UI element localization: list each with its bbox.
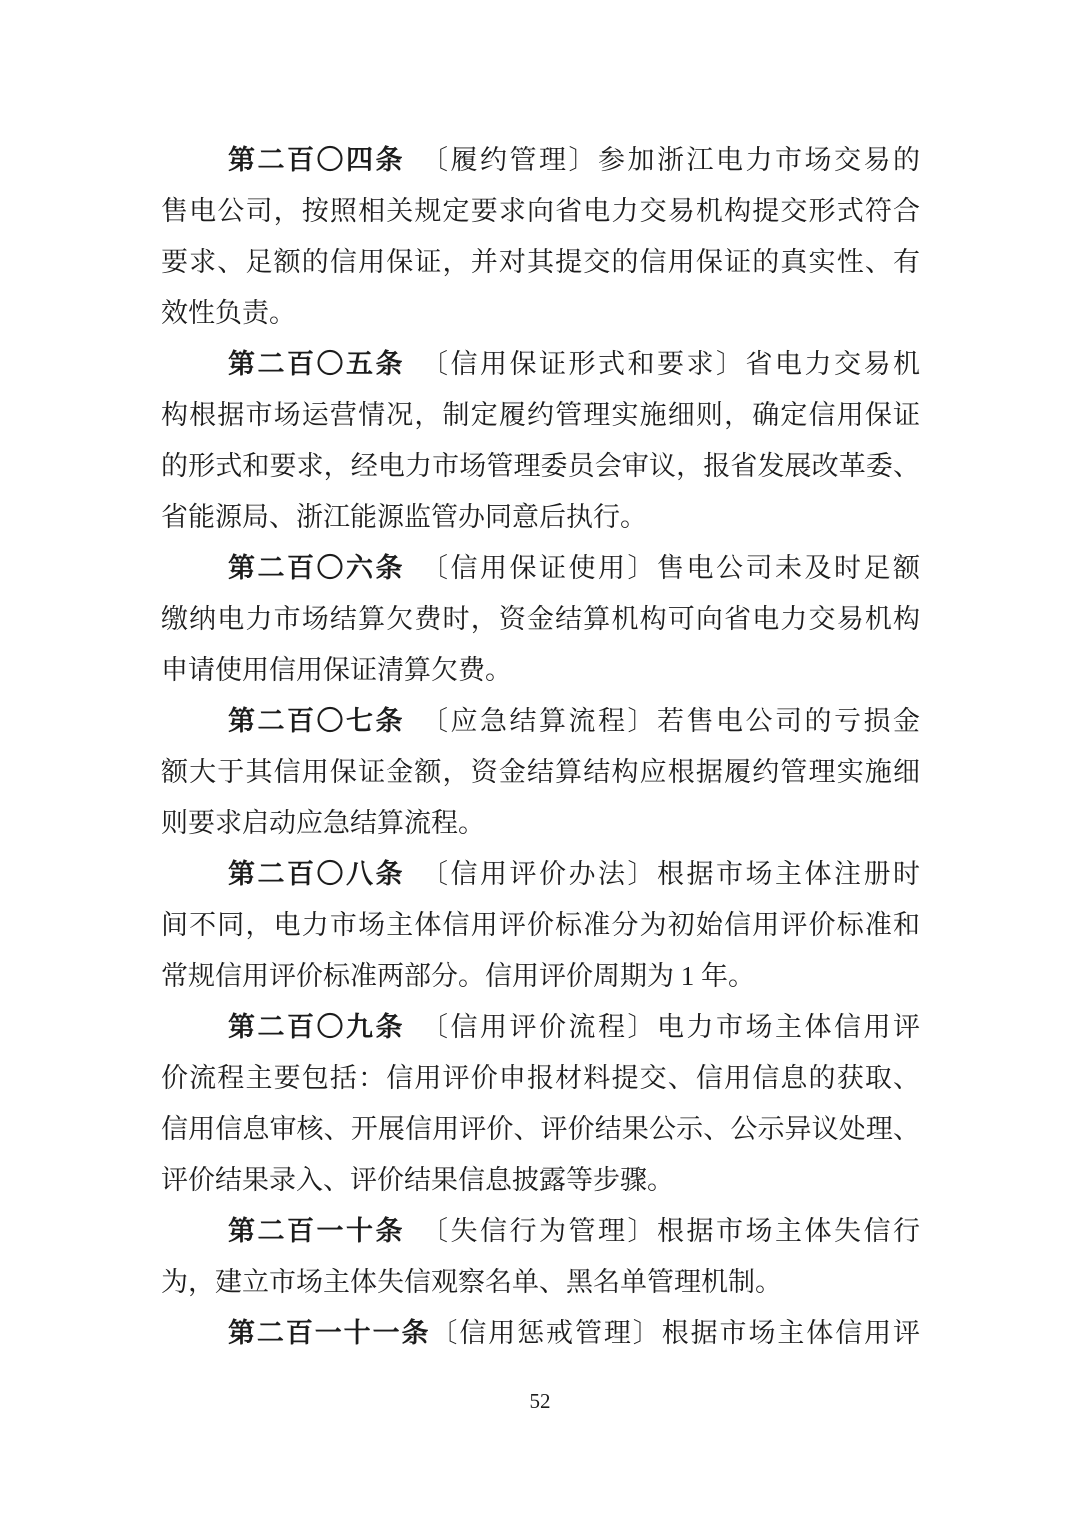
text-line: 额大于其信用保证金额，资金结算结构应根据履约管理实施细: [161, 757, 920, 787]
article-207: [161, 696, 920, 849]
separator: [405, 553, 435, 583]
article-number: 第二百一十条: [228, 1216, 405, 1246]
text-line: [161, 696, 920, 747]
line-text: 〔信用评价办法〕根据市场主体注册时: [434, 859, 920, 889]
text-line: 缴纳电力市场结算欠费时，资金结算机构可向省电力交易机构: [161, 604, 920, 634]
line-text: 〔履约管理〕参加浙江电力市场交易的: [434, 145, 920, 175]
text-line: 常规信用评价标准两部分。信用评价周期为 1 年。: [161, 961, 755, 991]
line-text: 〔信用惩戒管理〕根据市场主体信用评: [430, 1318, 920, 1348]
text-line: 则要求启动应急结算流程。: [161, 808, 485, 838]
text-line: 价流程主要包括：信用评价申报材料提交、信用信息的获取、: [161, 1063, 920, 1093]
text-line: [161, 1308, 920, 1359]
separator: [405, 1012, 435, 1042]
line-text: 〔信用保证形式和要求〕省电力交易机: [434, 349, 920, 379]
text-line: 效性负责。: [161, 298, 296, 328]
page-number: 52: [529, 1389, 551, 1413]
article-209: [161, 1002, 920, 1206]
text-line: 省能源局、浙江能源监管办同意后执行。: [161, 502, 647, 532]
article-number: 第二百〇七条: [228, 706, 405, 736]
article-204: [161, 135, 920, 339]
article-number: 第二百〇六条: [228, 553, 405, 583]
text-line: 评价结果录入、评价结果信息披露等步骤。: [161, 1165, 674, 1195]
text-line: 售电公司，按照相关规定要求向省电力交易机构提交形式符合: [161, 196, 920, 226]
text-line: [161, 339, 920, 390]
line-text: 〔信用评价流程〕电力市场主体信用评: [434, 1012, 920, 1042]
article-206: [161, 543, 920, 696]
separator: [405, 349, 435, 379]
document-page-body: [161, 135, 920, 1359]
text-line: [161, 1206, 920, 1257]
text-line: [161, 1002, 920, 1053]
article-210: [161, 1206, 920, 1308]
separator: [405, 1216, 435, 1246]
article-number: 第二百〇九条: [228, 1012, 405, 1042]
text-line: 申请使用信用保证清算欠费。: [161, 655, 512, 685]
separator: [405, 859, 435, 889]
separator: [405, 145, 435, 175]
article-number: 第二百一十一条: [228, 1318, 431, 1348]
text-line: [161, 135, 920, 186]
text-line: [161, 849, 920, 900]
article-205: [161, 339, 920, 543]
article-number: 第二百〇四条: [228, 145, 405, 175]
text-line: 的形式和要求，经电力市场管理委员会审议，报省发展改革委、: [161, 451, 920, 481]
article-208: [161, 849, 920, 1002]
line-text: 〔应急结算流程〕若售电公司的亏损金: [434, 706, 920, 736]
separator: [405, 706, 435, 736]
text-line: 信用信息审核、开展信用评价、评价结果公示、公示异议处理、: [161, 1114, 920, 1144]
line-text: 〔失信行为管理〕根据市场主体失信行: [434, 1216, 920, 1246]
article-number: 第二百〇八条: [228, 859, 405, 889]
text-line: 为，建立市场主体失信观察名单、黑名单管理机制。: [161, 1267, 782, 1297]
text-line: 要求、足额的信用保证，并对其提交的信用保证的真实性、有: [161, 247, 920, 277]
text-line: 间不同，电力市场主体信用评价标准分为初始信用评价标准和: [161, 910, 920, 940]
text-line: 构根据市场运营情况，制定履约管理实施细则，确定信用保证: [161, 400, 920, 430]
article-number: 第二百〇五条: [228, 349, 405, 379]
text-line: [161, 543, 920, 594]
line-text: 〔信用保证使用〕售电公司未及时足额: [434, 553, 920, 583]
article-211: [161, 1308, 920, 1359]
